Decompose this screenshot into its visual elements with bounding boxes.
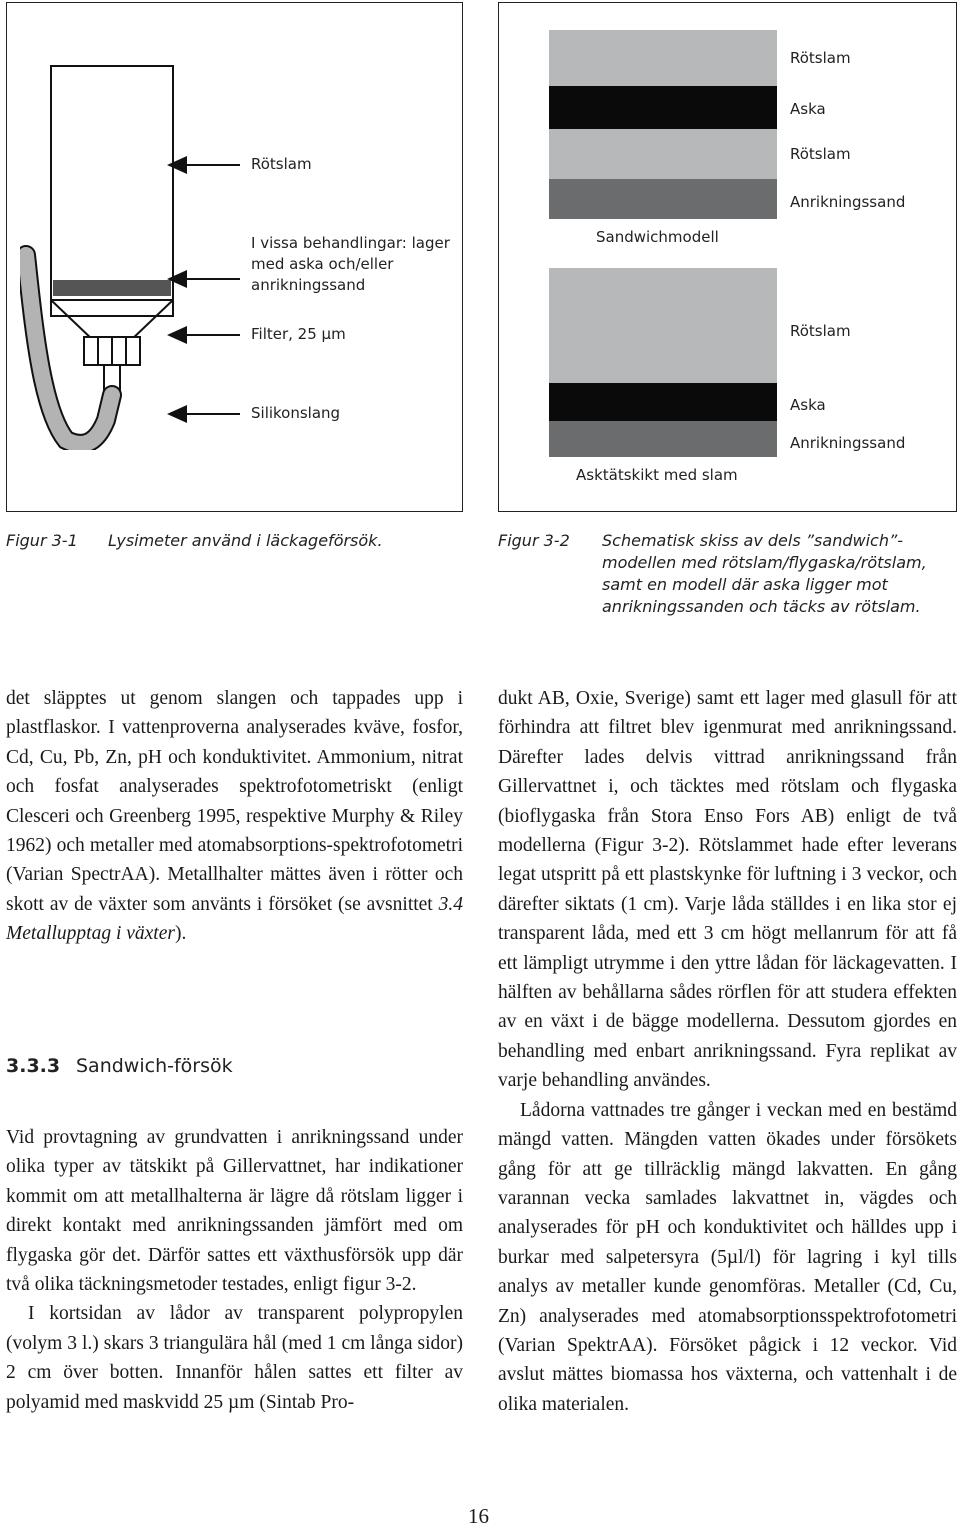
sandwich-layer-rotslam-top (549, 30, 777, 86)
figure-3-2-caption-number: Figur 3-2 (498, 531, 570, 550)
figure-3-1-caption-text: Lysimeter använd i läckageförsök. (108, 531, 383, 550)
left-column-paragraph-1 (6, 684, 463, 949)
right-column (498, 684, 957, 1419)
sandwich-label-1: Rötslam (790, 49, 851, 67)
asktat-label-2: Aska (790, 396, 826, 414)
paragraph-3-text: I kortsidan av lådor av transparent polypropylen (volym 3 l.) skars 3 triangulära hål (med 1 cm långa sidor) 2 cm över botten. Innanför hålen sattes ett filter av polyamid med maskvidd 25 µm (Sintab Pro- (6, 1303, 463, 1413)
sandwich-label-4: Anrikningssand (790, 193, 906, 211)
paragraph-1-text: det släpptes ut genom slangen och tappades upp i plastflaskor. I vattenproverna analyserades kväve, fosfor, Cd, Cu, Pb, Zn, pH och konduktivitet. Ammonium, nitrat och fosfat analyserades spektrofotometriskt (enligt Clesceri och Greenberg 1995, respektive Murphy & Riley 1962) och metaller med atomabsorptions-spektrofotometri (Varian SpectrAA). Metallhalter mättes även i rötter och skott av de växter som använts i försöket (se avsnittet (6, 688, 463, 915)
asktat-title: Asktätskikt med slam (576, 466, 738, 484)
label-rotslam: Rötslam (251, 155, 312, 173)
section-title: Sandwich-försök (76, 1055, 233, 1077)
paragraph-1-end: ). (174, 923, 187, 945)
lysimeter-container (51, 66, 173, 316)
left-column-paragraph-2 (6, 1123, 463, 1417)
page-number: 16 (468, 1504, 489, 1528)
sandwich-title: Sandwichmodell (596, 228, 719, 246)
right-paragraph-1: dukt AB, Oxie, Sverige) samt ett lager med glasull för att förhindra att filtret blev igenmurat med anrikningssand. Därefter lades delvis vittrad anrikningssand från Gillervattnet i, och täcktes med rötslam och flygaska (bioflygaska från Stora Enso Fors AB) enligt de två modellerna (Figur 3-2). Rötslammet hade efter leverans legat utspritt på ett plastskynke för luftning i 3 veckor, och därefter siktats (1 cm). Varje låda ställdes i en lika stor ej transparent låda, med ett 3 cm högt mellanrum för att få ett lämpligt utrymme i den yttre lådan för läckagevatten. I hälften av behållarna sådes rörflen för att studera effekten av en växt i de bägge modellerna. Dessutom gjordes en behandling med enbart anrikningssand. Fyra replikat av varje behandling användes. (498, 688, 957, 1092)
figure-3-1-caption-number: Figur 3-1 (6, 531, 78, 550)
section-reference: 3.4 Metallupptag i växter (6, 893, 463, 945)
sandwich-layer-rotslam-bottom (549, 129, 777, 179)
label-filter: Filter, 25 µm (251, 325, 346, 343)
asktat-layer-rotslam (549, 268, 777, 383)
sandwich-layer-aska (549, 86, 777, 129)
sandwich-layer-anrikningssand (549, 179, 777, 219)
asktat-layer-aska (549, 383, 777, 421)
figure-3-2-caption-text: Schematisk skiss av dels ”sandwich”-modellen med rötslam/flygaska/rötslam, samt en modell där aska ligger mot anrikningssanden och täcks av rötslam. (602, 531, 927, 616)
lysimeter-drawing (20, 10, 200, 450)
sandwich-label-2: Aska (790, 100, 826, 118)
lysimeter-filter-layer (53, 280, 171, 296)
right-paragraph-2: Lådorna vattnades tre gånger i veckan med en bestämd mängd vatten. Mängden vatten ökades under försökets gång för att ge tillräcklig mängd lakvatten. En gång varannan vecka samlades lakvattnet in, vägdes och analyserades för pH och konduktivitet och hälldes upp i burkar med salpetersyra (5µl/l) för lagring i kyl tills analys av metaller kunde genomföras. Metaller (Cd, Cu, Zn) analyserades med atomabsorptionsspektrofotometri (Varian SpektrAA). Försöket pågick i 12 veckor. Vid avslut mättes biomassa hos växterna, och vattenhalt i de olika materialen. (498, 1099, 957, 1415)
asktat-label-1: Rötslam (790, 322, 851, 340)
label-treatment-note: I vissa behandlingar: lager med aska och/eller anrikningssand (251, 234, 450, 294)
section-number: 3.3.3 (6, 1055, 61, 1077)
paragraph-2-text: Vid provtagning av grundvatten i anrikningssand under olika typer av tätskikt på Gillervattnet, har indikationer kommit om att metallhalterna är lägre då rötslam ligger i direkt kontakt med anrikningssanden jämfört med om flygaska gör det. Därför sattes ett växthusförsök upp där två olika täckningsmetoder testades, enligt figur 3-2. (6, 1127, 463, 1296)
asktat-layer-anrikningssand (549, 421, 777, 457)
label-silikonslang: Silikonslang (251, 404, 341, 422)
sandwich-label-3: Rötslam (790, 145, 851, 163)
asktat-label-3: Anrikningssand (790, 434, 906, 452)
